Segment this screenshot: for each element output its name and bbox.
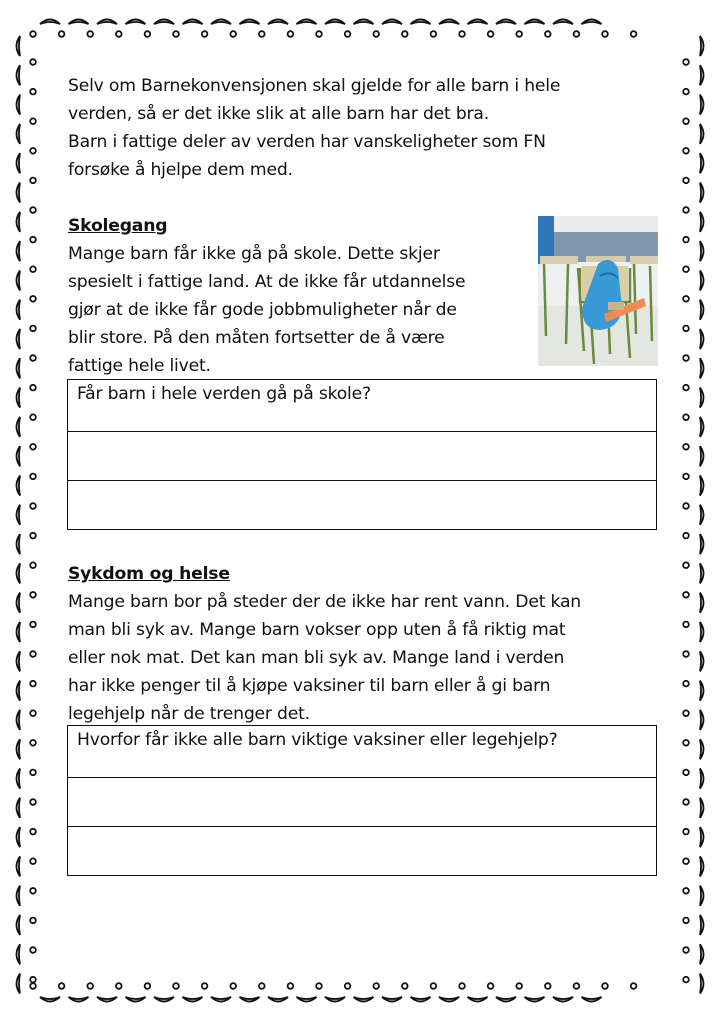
border-dot-icon xyxy=(30,207,36,213)
border-dot-icon xyxy=(30,474,36,480)
border-dot-icon xyxy=(683,326,689,332)
border-dot-icon xyxy=(316,983,322,989)
border-dot-icon xyxy=(683,207,689,213)
border-dot-icon xyxy=(516,31,522,37)
intro-line: forsøke å hjelpe dem med. xyxy=(68,160,293,180)
border-dot-icon xyxy=(30,178,36,184)
border-dot-icon xyxy=(30,681,36,687)
border-dot-icon xyxy=(683,858,689,864)
border-bean-icon xyxy=(17,915,21,935)
border-dot-icon xyxy=(30,947,36,953)
border-dot-icon xyxy=(683,503,689,509)
border-bean-icon xyxy=(354,997,374,1002)
border-dot-icon xyxy=(683,947,689,953)
border-bean-icon xyxy=(17,446,21,466)
border-bean-icon xyxy=(240,997,260,1002)
border-dot-icon xyxy=(30,562,36,568)
border-bean-icon xyxy=(240,20,260,25)
border-bean-icon xyxy=(525,997,545,1002)
border-dot-icon xyxy=(30,983,36,989)
border-dot-icon xyxy=(402,31,408,37)
border-dot-icon xyxy=(316,31,322,37)
border-bean-icon xyxy=(525,20,545,25)
border-bean-icon xyxy=(700,622,704,642)
border-bean-icon xyxy=(700,153,704,173)
section-heading: Skolegang xyxy=(68,216,168,236)
border-bean-icon xyxy=(154,20,174,25)
border-dot-icon xyxy=(683,562,689,568)
border-bean-icon xyxy=(700,300,704,320)
border-bean-icon xyxy=(97,997,117,1002)
border-bean-icon xyxy=(700,798,704,818)
border-bean-icon xyxy=(700,886,704,906)
border-bean-icon xyxy=(700,944,704,964)
border-dot-icon xyxy=(202,983,208,989)
section-line: Mange barn bor på steder der de ikke har rent vann. Det kan xyxy=(68,592,581,612)
border-bean-icon xyxy=(17,95,21,115)
border-dot-icon xyxy=(683,740,689,746)
border-dot-icon xyxy=(545,31,551,37)
border-dot-icon xyxy=(683,444,689,450)
border-bean-icon xyxy=(700,593,704,613)
border-dot-icon xyxy=(574,31,580,37)
border-bean-icon xyxy=(700,915,704,935)
border-bean-icon xyxy=(17,593,21,613)
border-bean-icon xyxy=(17,183,21,203)
border-dot-icon xyxy=(30,888,36,894)
border-dot-icon xyxy=(683,533,689,539)
border-bean-icon xyxy=(325,997,345,1002)
section-line: legehjelp når de trenger det. xyxy=(68,704,310,724)
border-bean-icon xyxy=(700,95,704,115)
border-dot-icon xyxy=(30,118,36,124)
border-bean-icon xyxy=(700,358,704,378)
section-line: har ikke penger til å kjøpe vaksiner til barn eller å gi barn xyxy=(68,676,551,696)
border-dot-icon xyxy=(683,474,689,480)
border-bean-icon xyxy=(439,997,459,1002)
answer-line[interactable] xyxy=(68,777,656,826)
border-bean-icon xyxy=(17,36,21,56)
border-dot-icon xyxy=(431,31,437,37)
border-bean-icon xyxy=(700,270,704,290)
border-bean-icon xyxy=(17,212,21,232)
border-dot-icon xyxy=(683,799,689,805)
section-line: man bli syk av. Mange barn vokser opp uten å få riktig mat xyxy=(68,620,566,640)
border-dot-icon xyxy=(683,59,689,65)
border-bean-icon xyxy=(17,769,21,789)
border-bean-icon xyxy=(69,20,89,25)
border-bean-icon xyxy=(700,417,704,437)
section-line: spesielt i fattige land. At de ikke får utdannelse xyxy=(68,272,466,292)
border-bean-icon xyxy=(17,270,21,290)
border-bean-icon xyxy=(17,974,21,994)
border-bean-icon xyxy=(468,20,488,25)
border-dot-icon xyxy=(431,983,437,989)
border-bean-icon xyxy=(17,856,21,876)
border-bean-icon xyxy=(700,329,704,349)
border-dot-icon xyxy=(259,31,265,37)
border-dot-icon xyxy=(459,983,465,989)
border-dot-icon xyxy=(30,31,36,37)
border-bean-icon xyxy=(17,153,21,173)
intro-line: Selv om Barnekonvensjonen skal gjelde for alle barn i hele xyxy=(68,76,561,96)
border-bean-icon xyxy=(40,20,60,25)
border-bean-icon xyxy=(126,997,146,1002)
border-dot-icon xyxy=(683,178,689,184)
border-bean-icon xyxy=(17,300,21,320)
border-bean-icon xyxy=(439,20,459,25)
border-dot-icon xyxy=(30,710,36,716)
border-dot-icon xyxy=(145,983,151,989)
border-dot-icon xyxy=(259,983,265,989)
border-bean-icon xyxy=(69,997,89,1002)
question-text: Får barn i hele verden gå på skole? xyxy=(77,384,371,404)
answer-line[interactable] xyxy=(68,826,656,875)
border-bean-icon xyxy=(17,476,21,496)
border-bean-icon xyxy=(211,20,231,25)
border-dot-icon xyxy=(402,983,408,989)
border-dot-icon xyxy=(516,983,522,989)
border-dot-icon xyxy=(30,829,36,835)
border-bean-icon xyxy=(97,20,117,25)
border-bean-icon xyxy=(297,997,317,1002)
border-bean-icon xyxy=(354,20,374,25)
section-line: gjør at de ikke får gode jobbmuligheter når de xyxy=(68,300,457,320)
border-dot-icon xyxy=(683,918,689,924)
border-bean-icon xyxy=(700,183,704,203)
border-bean-icon xyxy=(17,417,21,437)
border-dot-icon xyxy=(30,148,36,154)
border-dot-icon xyxy=(30,296,36,302)
border-bean-icon xyxy=(700,534,704,554)
border-bean-icon xyxy=(700,739,704,759)
border-dot-icon xyxy=(30,533,36,539)
border-dot-icon xyxy=(683,710,689,716)
border-dot-icon xyxy=(30,414,36,420)
question-row xyxy=(68,380,656,431)
border-dot-icon xyxy=(683,148,689,154)
border-bean-icon xyxy=(700,505,704,525)
border-bean-icon xyxy=(553,20,573,25)
section-line: Mange barn får ikke gå på skole. Dette skjer xyxy=(68,244,440,264)
border-bean-icon xyxy=(411,997,431,1002)
border-bean-icon xyxy=(17,886,21,906)
border-bean-icon xyxy=(553,997,573,1002)
border-dot-icon xyxy=(488,31,494,37)
border-dot-icon xyxy=(116,983,122,989)
border-bean-icon xyxy=(496,20,516,25)
border-bean-icon xyxy=(17,827,21,847)
border-dot-icon xyxy=(631,983,637,989)
border-bean-icon xyxy=(17,739,21,759)
border-dot-icon xyxy=(30,622,36,628)
border-dot-icon xyxy=(683,296,689,302)
border-dot-icon xyxy=(683,829,689,835)
border-bean-icon xyxy=(496,997,516,1002)
border-bean-icon xyxy=(700,974,704,994)
border-bean-icon xyxy=(700,241,704,261)
border-bean-icon xyxy=(700,681,704,701)
border-bean-icon xyxy=(17,563,21,583)
border-bean-icon xyxy=(268,20,288,25)
border-bean-icon xyxy=(297,20,317,25)
border-bean-icon xyxy=(700,124,704,144)
border-bean-icon xyxy=(700,710,704,730)
border-dot-icon xyxy=(373,983,379,989)
classroom-backpack-photo xyxy=(538,216,658,366)
border-dot-icon xyxy=(683,414,689,420)
border-dot-icon xyxy=(30,444,36,450)
border-dot-icon xyxy=(683,118,689,124)
border-bean-icon xyxy=(17,944,21,964)
border-dot-icon xyxy=(683,237,689,243)
border-bean-icon xyxy=(268,997,288,1002)
border-dot-icon xyxy=(459,31,465,37)
border-dot-icon xyxy=(173,31,179,37)
border-bean-icon xyxy=(211,997,231,1002)
section-line: blir store. På den måten fortsetter de å være xyxy=(68,328,445,348)
border-dot-icon xyxy=(116,31,122,37)
border-dot-icon xyxy=(683,592,689,598)
border-bean-icon xyxy=(700,563,704,583)
border-dot-icon xyxy=(683,888,689,894)
border-bean-icon xyxy=(700,65,704,85)
border-dot-icon xyxy=(30,770,36,776)
border-dot-icon xyxy=(59,31,65,37)
border-dot-icon xyxy=(30,918,36,924)
border-dot-icon xyxy=(30,651,36,657)
border-dot-icon xyxy=(87,31,93,37)
border-bean-icon xyxy=(700,446,704,466)
border-bean-icon xyxy=(17,534,21,554)
border-dot-icon xyxy=(30,326,36,332)
border-bean-icon xyxy=(17,622,21,642)
border-bean-icon xyxy=(154,997,174,1002)
border-dot-icon xyxy=(683,977,689,983)
border-dot-icon xyxy=(202,31,208,37)
border-dot-icon xyxy=(345,31,351,37)
border-dot-icon xyxy=(59,983,65,989)
section-skolegang xyxy=(68,212,538,380)
border-dot-icon xyxy=(30,503,36,509)
question-row xyxy=(68,726,656,777)
border-dot-icon xyxy=(683,622,689,628)
border-dot-icon xyxy=(30,799,36,805)
border-bean-icon xyxy=(700,212,704,232)
border-dot-icon xyxy=(373,31,379,37)
border-dot-icon xyxy=(631,31,637,37)
border-bean-icon xyxy=(183,997,203,1002)
border-dot-icon xyxy=(30,977,36,983)
border-dot-icon xyxy=(288,31,294,37)
border-bean-icon xyxy=(183,20,203,25)
border-dot-icon xyxy=(602,31,608,37)
border-bean-icon xyxy=(17,798,21,818)
section-heading: Sykdom og helse xyxy=(68,564,230,584)
border-bean-icon xyxy=(700,36,704,56)
border-dot-icon xyxy=(683,770,689,776)
border-bean-icon xyxy=(700,856,704,876)
border-bean-icon xyxy=(17,358,21,378)
border-bean-icon xyxy=(126,20,146,25)
answer-box-skolegang xyxy=(67,379,657,530)
intro-line: verden, så er det ikke slik at alle barn har det bra. xyxy=(68,104,490,124)
intro-line: Barn i fattige deler av verden har vanskeligheter som FN xyxy=(68,132,546,152)
border-dot-icon xyxy=(683,681,689,687)
section-sykdom-og-helse xyxy=(68,560,658,728)
section-line: eller nok mat. Det kan man bli syk av. Mange land i verden xyxy=(68,648,565,668)
border-dot-icon xyxy=(30,858,36,864)
border-bean-icon xyxy=(17,388,21,408)
border-dot-icon xyxy=(30,592,36,598)
border-bean-icon xyxy=(17,241,21,261)
answer-line[interactable] xyxy=(68,431,656,480)
border-bean-icon xyxy=(17,65,21,85)
question-text: Hvorfor får ikke alle barn viktige vaksiner eller legehjelp? xyxy=(77,730,558,750)
intro-paragraph xyxy=(68,72,648,184)
border-dot-icon xyxy=(574,983,580,989)
border-bean-icon xyxy=(582,20,602,25)
border-bean-icon xyxy=(382,20,402,25)
border-dot-icon xyxy=(87,983,93,989)
border-bean-icon xyxy=(17,681,21,701)
border-dot-icon xyxy=(683,385,689,391)
border-dot-icon xyxy=(173,983,179,989)
answer-line[interactable] xyxy=(68,480,656,529)
border-bean-icon xyxy=(17,651,21,671)
border-bean-icon xyxy=(382,997,402,1002)
border-dot-icon xyxy=(683,266,689,272)
border-bean-icon xyxy=(700,827,704,847)
border-dot-icon xyxy=(288,983,294,989)
border-bean-icon xyxy=(411,20,431,25)
border-dot-icon xyxy=(683,355,689,361)
border-bean-icon xyxy=(17,505,21,525)
section-line: fattige hele livet. xyxy=(68,356,211,376)
border-dot-icon xyxy=(488,983,494,989)
border-dot-icon xyxy=(30,89,36,95)
border-bean-icon xyxy=(40,997,60,1002)
border-dot-icon xyxy=(30,237,36,243)
border-dot-icon xyxy=(683,89,689,95)
border-bean-icon xyxy=(468,997,488,1002)
border-dot-icon xyxy=(230,31,236,37)
border-dot-icon xyxy=(602,983,608,989)
border-bean-icon xyxy=(17,124,21,144)
border-bean-icon xyxy=(582,997,602,1002)
border-bean-icon xyxy=(700,388,704,408)
border-bean-icon xyxy=(700,769,704,789)
border-bean-icon xyxy=(17,710,21,730)
border-dot-icon xyxy=(230,983,236,989)
border-dot-icon xyxy=(30,385,36,391)
border-dot-icon xyxy=(345,983,351,989)
border-dot-icon xyxy=(30,266,36,272)
border-dot-icon xyxy=(145,31,151,37)
border-bean-icon xyxy=(17,329,21,349)
border-dot-icon xyxy=(30,355,36,361)
border-bean-icon xyxy=(700,476,704,496)
border-dot-icon xyxy=(683,651,689,657)
border-dot-icon xyxy=(30,59,36,65)
border-dot-icon xyxy=(30,740,36,746)
border-bean-icon xyxy=(700,651,704,671)
answer-box-sykdom-og-helse xyxy=(67,725,657,876)
border-dot-icon xyxy=(545,983,551,989)
border-bean-icon xyxy=(325,20,345,25)
